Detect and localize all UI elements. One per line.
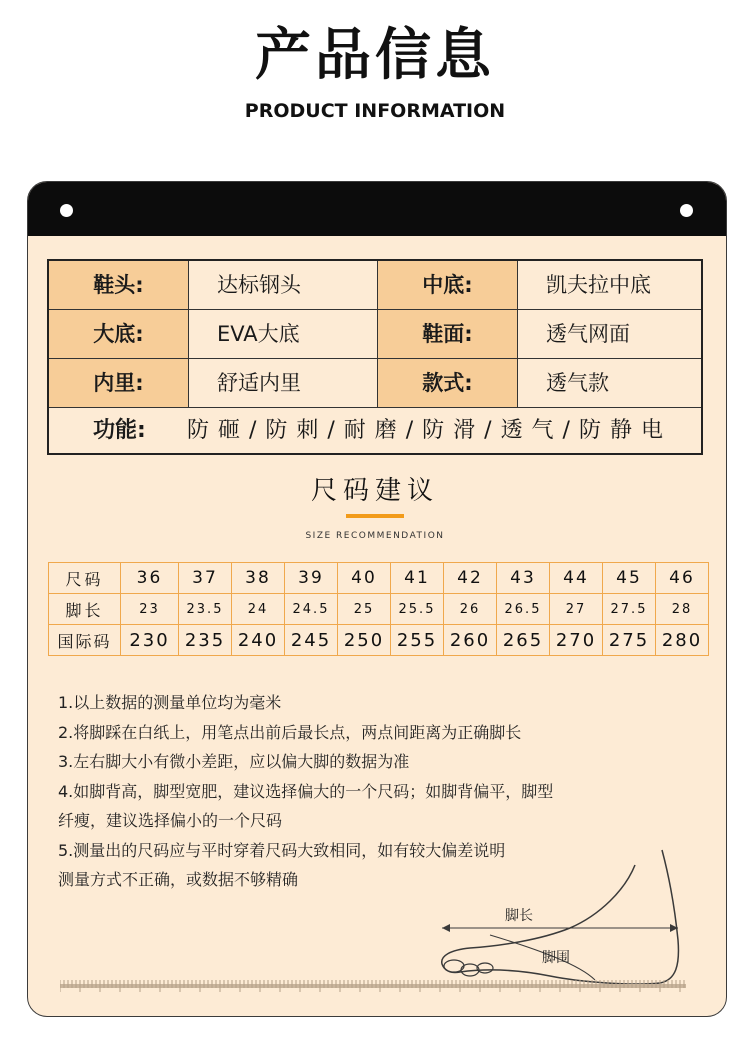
spec-label: 鞋面: bbox=[378, 310, 518, 358]
size-section-title: 尺码建议 bbox=[310, 476, 439, 506]
ruler bbox=[60, 978, 686, 996]
size-cell: 25.5 bbox=[391, 594, 444, 625]
length-row bbox=[49, 594, 709, 625]
spec-label: 中底: bbox=[378, 261, 518, 309]
note-line: 2.将脚踩在白纸上，用笔点出前后最长点，两点间距离为正确脚长 bbox=[58, 722, 522, 742]
row-label: 尺码 bbox=[49, 563, 121, 594]
spec-value: 透气网面 bbox=[546, 322, 630, 346]
size-cell: 260 bbox=[444, 625, 497, 656]
spec-label: 款式: bbox=[378, 359, 518, 407]
size-section-subtitle: SIZE RECOMMENDATION bbox=[305, 531, 445, 541]
function-row bbox=[49, 408, 701, 453]
size-cell: 39 bbox=[285, 563, 338, 594]
spec-value: EVA大底 bbox=[189, 310, 378, 358]
size-cell: 26.5 bbox=[497, 594, 550, 625]
spec-value: 舒适内里 bbox=[189, 359, 378, 407]
size-cell: 24 bbox=[232, 594, 285, 625]
size-cell: 230 bbox=[121, 625, 179, 656]
size-cell: 28 bbox=[656, 594, 709, 625]
note-line: 5.测量出的尺码应与平时穿着尺码大致相同，如有较大偏差说明 bbox=[58, 840, 506, 860]
size-cell: 235 bbox=[179, 625, 232, 656]
intl-row bbox=[49, 625, 709, 656]
accent-underline bbox=[346, 514, 404, 518]
spec-row bbox=[49, 261, 701, 310]
spec-value: 凯夫拉中底 bbox=[546, 273, 651, 297]
foot-length-label: 脚长 bbox=[505, 908, 533, 924]
size-cell: 265 bbox=[497, 625, 550, 656]
size-cell: 23 bbox=[121, 594, 179, 625]
size-row bbox=[49, 563, 709, 594]
spec-label: 大底: bbox=[49, 310, 189, 358]
row-label: 脚长 bbox=[49, 594, 121, 625]
page-title: 产品信息 bbox=[255, 23, 495, 88]
hanger-hole-right bbox=[680, 204, 693, 217]
spec-label: 内里: bbox=[49, 359, 189, 407]
foot-girth-label: 脚围 bbox=[542, 950, 570, 966]
note-line: 1.以上数据的测量单位均为毫米 bbox=[58, 693, 282, 712]
size-cell: 45 bbox=[603, 563, 656, 594]
toe-shape bbox=[477, 963, 493, 973]
foot-diagram bbox=[430, 840, 700, 1000]
row-label: 国际码 bbox=[49, 625, 121, 656]
size-cell: 270 bbox=[550, 625, 603, 656]
size-cell: 27.5 bbox=[603, 594, 656, 625]
size-table bbox=[48, 562, 709, 656]
function-label: 功能: bbox=[93, 418, 146, 443]
size-cell: 46 bbox=[656, 563, 709, 594]
size-cell: 27 bbox=[550, 594, 603, 625]
spec-row bbox=[49, 310, 701, 359]
note-line: 4.如脚背高，脚型宽肥，建议选择偏大的一个尺码；如脚背偏平，脚型 bbox=[58, 781, 554, 801]
size-cell: 255 bbox=[391, 625, 444, 656]
size-cell: 36 bbox=[121, 563, 179, 594]
size-cell: 24.5 bbox=[285, 594, 338, 625]
size-cell: 26 bbox=[444, 594, 497, 625]
size-cell: 240 bbox=[232, 625, 285, 656]
spec-value: 透气款 bbox=[546, 371, 609, 395]
note-line: 纤瘦，建议选择偏小的一个尺码 bbox=[58, 811, 283, 830]
card-header-bar bbox=[28, 182, 726, 236]
note-line: 测量方式不正确，或数据不够精确 bbox=[58, 870, 299, 889]
size-cell: 41 bbox=[391, 563, 444, 594]
size-cell: 38 bbox=[232, 563, 285, 594]
hanger-hole-left bbox=[60, 204, 73, 217]
size-cell: 44 bbox=[550, 563, 603, 594]
size-cell: 250 bbox=[338, 625, 391, 656]
size-cell: 245 bbox=[285, 625, 338, 656]
size-cell: 40 bbox=[338, 563, 391, 594]
size-cell: 280 bbox=[656, 625, 709, 656]
spec-label: 鞋头: bbox=[49, 261, 189, 309]
size-cell: 43 bbox=[497, 563, 550, 594]
note-line: 3.左右脚大小有微小差距，应以偏大脚的数据为准 bbox=[58, 752, 410, 771]
page-subtitle: PRODUCT INFORMATION bbox=[244, 100, 506, 122]
spec-value: 达标钢头 bbox=[189, 261, 378, 309]
size-cell: 25 bbox=[338, 594, 391, 625]
spec-row bbox=[49, 359, 701, 408]
size-cell: 42 bbox=[444, 563, 497, 594]
size-cell: 23.5 bbox=[179, 594, 232, 625]
size-cell: 275 bbox=[603, 625, 656, 656]
function-value: 防 砸 / 防 刺 / 耐 磨 / 防 滑 / 透 气 / 防 静 电 bbox=[187, 418, 664, 443]
size-cell: 37 bbox=[179, 563, 232, 594]
spec-table bbox=[47, 259, 703, 455]
